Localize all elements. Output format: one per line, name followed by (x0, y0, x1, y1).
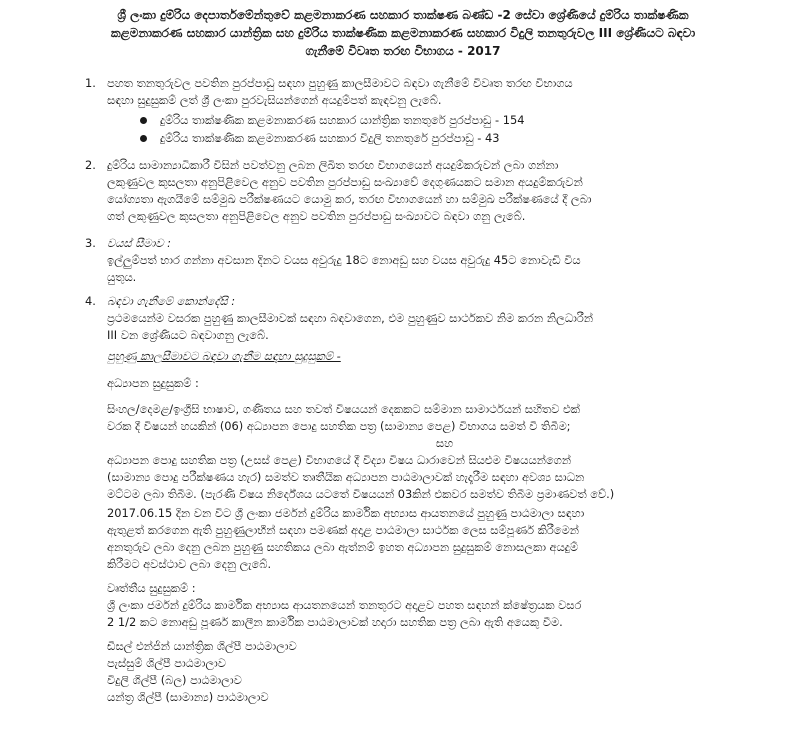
section-body (107, 580, 782, 631)
section-body (107, 293, 782, 344)
paragraph-line: III වන ශ්‍රේණියට බඳවාගනු ලැබේ. (107, 328, 269, 342)
and-separator: සහ (435, 436, 454, 450)
paragraph-line: මට්ටම ලබා තිබීම. (පැරණි විෂය නිර්දේශය යටතේ විෂයයන් 03කින් එකවර සමත්ව තිබීම ප්‍රමාණවත් වේ.) (107, 487, 615, 501)
section-body (107, 157, 782, 225)
section-body (107, 375, 782, 392)
list-item: යන්ත්‍ර ශිල්පී (සාමාන්‍ය) පාඨමාලාව (107, 690, 269, 704)
paragraph-line: ඇතුළත් කරගෙන ඇති පුහුණුලාභීන් සඳහා පමණක් අදාළ පාඨමාලා සාර්ථක ලෙස සම්පූර්ණ කිරීමෙන් (107, 523, 579, 537)
paragraph-line: ප්‍රථමයෙන්ම වසරක පුහුණු කාලසීමාවක් සඳහා බඳවාගෙන, එම පුහුණුව සාර්ථකව නිම කරන නිලධාරීන් (107, 311, 594, 325)
section-body (107, 348, 782, 365)
title-line: ශ්‍රී ලංකා දුම්රිය දෙපාර්තමේන්තුවේ කළමනාකරණ සහකාර තාක්ෂණ බණ්ඩ -2 සේවා ශ්‍රේණියේ දුම්රිය තාක්ෂණික (117, 8, 689, 22)
paragraph-line: අනතුරුව ලබා දෙනු ලබන පුහුණු සහතිකය ලබා ඇත්නම් ඉහත අධ්‍යාපන සුදුසුකම් නොසලකා අයදුම් (107, 540, 579, 554)
paragraph-line: 2 1/2 කට නොඅඩු පූර්ණ කාලීන කාර්මික පාඨමාලාවක් හදාරා සහතික පත්‍ර ලබා ඇති අයෙකු වීම. (107, 615, 563, 629)
paragraph-line: ගත් ලකුණුවල කුසලතා අනුපිළිවෙල අනුව පවතින පුරප්පාඩු සංඛ්‍යාවට බඳවා ගනු ලැබේ. (107, 209, 526, 223)
list-item: ඩීසල් එන්ජින් යාන්ත්‍රික ශිල්පී පාඨමාලාව (107, 639, 297, 653)
title-line: ගැනීමේ විවෘත තරඟ විභාගය - 2017 (305, 44, 501, 58)
section-body (107, 235, 782, 286)
section-body (107, 638, 782, 706)
paragraph-line: (සාමාන්‍ය පොදු පරීක්ෂණය හැර) සමත්ව තෘතීයික අධ්‍යාපන පාඨමාලාවක් හැදෑරීම සඳහා අවශ්‍ය සාධන (107, 470, 585, 484)
subsection-heading: වෘත්තීය සුදුසුකම් : (107, 581, 196, 595)
subsection-heading: අධ්‍යාපන සුදුසුකම් : (107, 376, 199, 390)
section-heading: වයස් සීමාව : (107, 236, 171, 250)
section-body (107, 75, 782, 109)
paragraph-line: සිංහල/දෙමළ/ඉංග්‍රීසි භාෂාව, ගණිතය සහ තවත් විෂයයන් දෙකකට සම්මාන සාමාර්ථයන් සහිතව එක් (107, 402, 580, 416)
title-line: කළමනාකරණ සහකාර යාන්ත්‍රික සහ දුම්රිය තාක්ෂණික කළමනාකරණ සහකාර විදුලි තනතුරුවල III ශ්‍රේණියට බඳවා (110, 26, 696, 40)
bullet-text: දුම්රිය තාක්ෂණික කළමනාකරණ සහකාර යාන්ත්‍රික තනතුරේ පුරප්පාඩු - 154 (160, 113, 525, 127)
section-number: 2. (85, 158, 96, 172)
paragraph-line: යුතුය. (107, 270, 137, 284)
paragraph-line: දුම්රිය සාමාන්‍යාධිකාරී විසින් පවත්වනු ලබන ලිඛිත තරඟ විභාගයෙන් අයදුම්කරුවන් ලබා ගන්නා (107, 158, 559, 172)
paragraph-line: ඉල්ලුම්පත් භාර ගන්නා අවසාන දිනට වයස අවුරුදු 18ට නොඅඩු සහ වයස අවුරුදු 45ට නොවැඩි විය (107, 253, 581, 267)
paragraph-line: කිරීමට අවස්ථාව ලබා දෙනු ලැබේ. (107, 557, 272, 571)
section-heading: බඳවා ගැනීමේ කොන්දේසි : (107, 294, 236, 308)
document-title (18, 6, 788, 60)
section-number: 1. (85, 76, 96, 90)
list-item: පැස්සුම් ශිල්පී පාඨමාලාව (107, 656, 226, 670)
paragraph-line: ලකුණුවල කුසලතා අනුපිළිවෙල අනුව පවතින පුරප්පාඩු සංඛ්‍යාවේ දෙගුණයකට සමාන අයදුම්කරුවන් (107, 175, 583, 189)
list-item: විදුලි ශිල්පී (බල) පාඨමාලාව (107, 673, 242, 687)
section-body (107, 505, 782, 573)
bullet-icon (140, 117, 147, 124)
bullet-text: දුම්රිය තාක්ෂණික කළමනාකරණ සහකාර විදුලි තනතුරේ පුරප්පාඩු - 43 (160, 131, 500, 145)
paragraph-line: සඳහා සුදුසුකම් ලත් ශ්‍රී ලංකා පුරවැසියන්ගෙන් අයදුම්පත් කැඳවනු ලැබේ. (107, 93, 442, 107)
paragraph-line: අධ්‍යාපන පොදු සහතික පත්‍ර (උසස් පෙළ) විභාගයේ දී විද්‍යා විෂය ධාරාවෙන් සියළුම විෂයයන්ගෙන් (107, 453, 572, 467)
subsection-heading: පුහුණු කාලසීමාවට බඳවා ගැනීම සඳහා සුදුසුකම් - (107, 349, 341, 363)
section-number: 3. (85, 236, 96, 250)
paragraph-line: 2017.06.15 දින වන විට ශ්‍රී ලංකා ජර්මන් දුම්රිය කාර්මික අභ්‍යාස ආයතනයේ පුහුණු පාඨමාලා සඳහා (107, 506, 585, 520)
paragraph-line: වරක දී විෂයන් හයකින් (06) අධ්‍යාපන පොදු සහතික පත්‍ර (සාමාන්‍ය පෙළ) විභාගය සමත් වී තිබීම; (107, 419, 571, 433)
bullet-icon (140, 135, 147, 142)
paragraph-line: පහත තනතුරුවල පවතින පුරප්පාඩු සඳහා පුහුණු කාලසීමාවට බඳවා ගැනීමේ විවෘත තරඟ විභාගය (107, 76, 573, 90)
section-body (107, 401, 782, 503)
section-number: 4. (85, 294, 96, 308)
paragraph-line: යෝග්‍යතා ඇගයීමේ සම්මුඛ පරීක්ෂණයට යොමු කර, තරඟ විභාගයෙන් හා සම්මුඛ පරීක්ෂණයේ දී ලබා (107, 192, 592, 206)
paragraph-line: ශ්‍රී ලංකා ජර්මන් දුම්රිය කාර්මික අභ්‍යාස ආයතනයෙන් තනතුරට අදාළව පහත සඳහන් ක්ෂේත්‍රයක වසර (107, 598, 582, 612)
